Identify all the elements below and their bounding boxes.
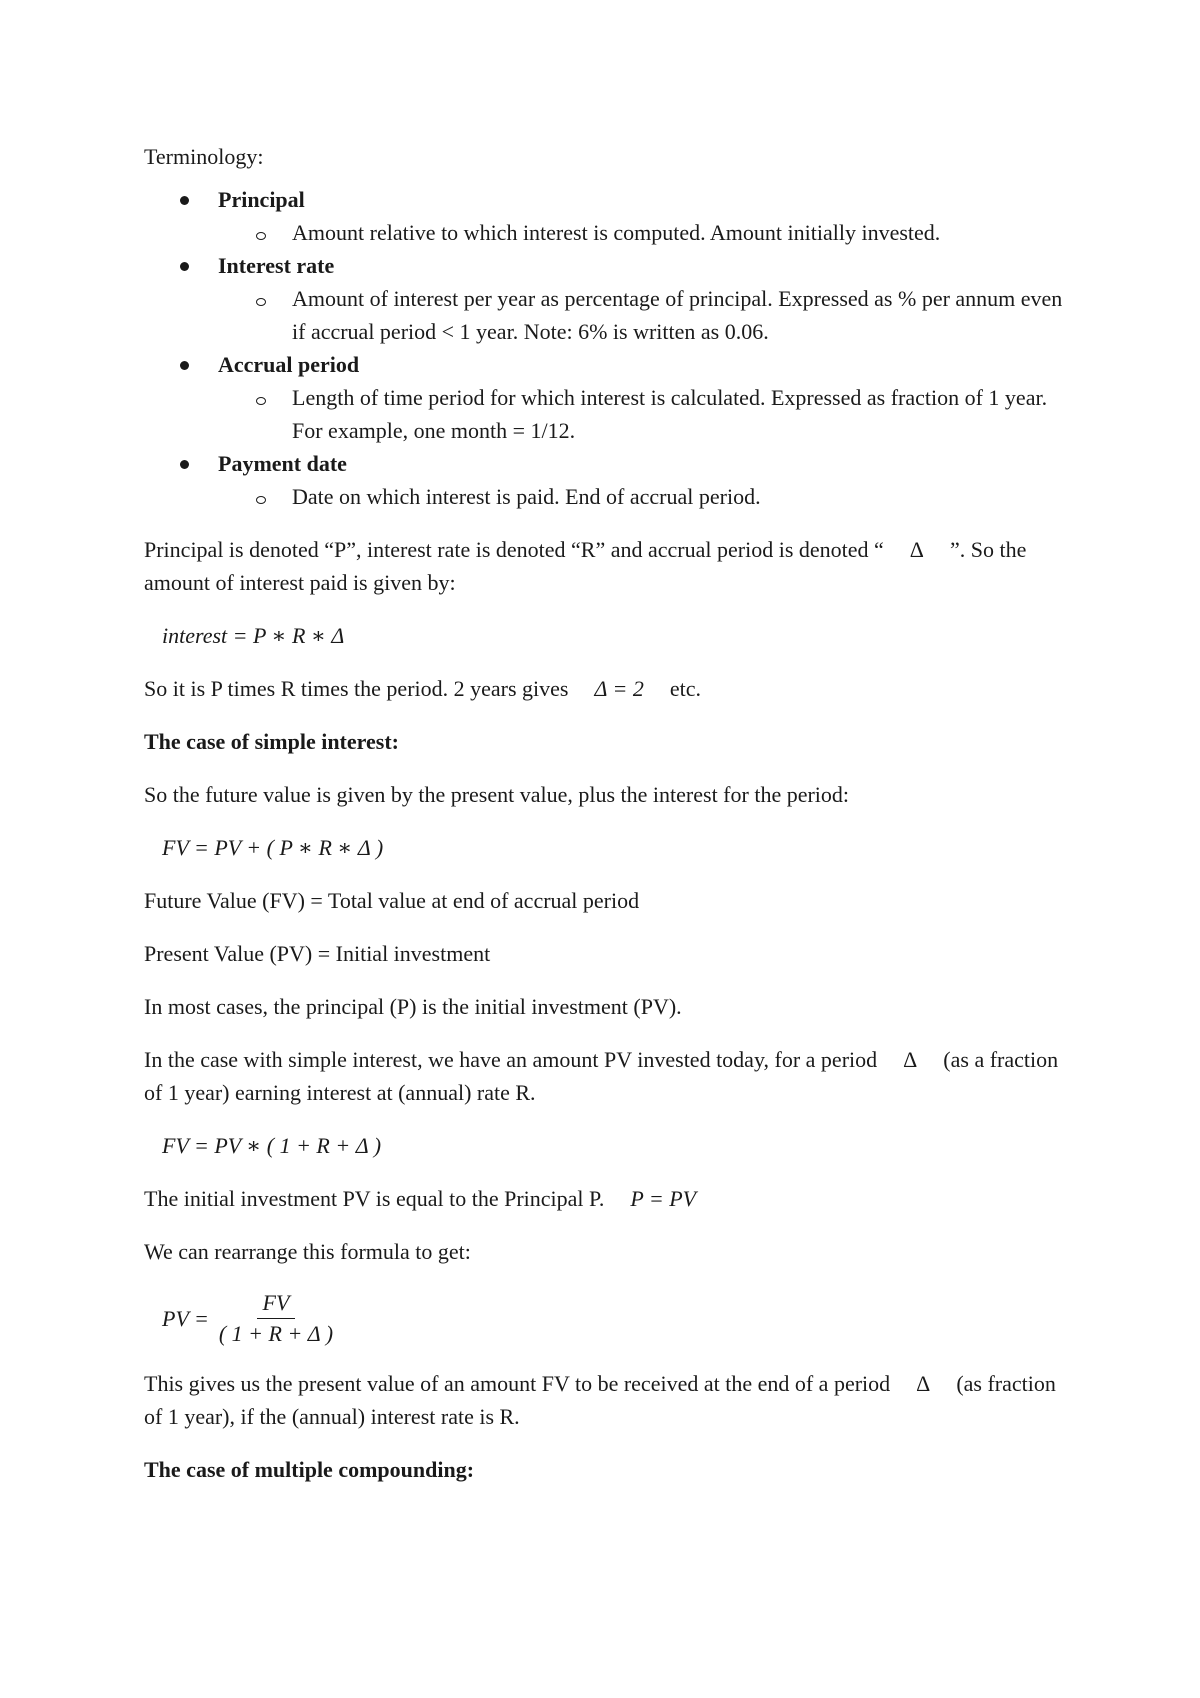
term-item-accrual-period — [144, 348, 1074, 447]
circle-bullet-icon — [256, 496, 266, 504]
future-value-paragraph: So the future value is given by the present value, plus the interest for the period: — [144, 782, 850, 807]
inline-math-p-pv: P = PV — [630, 1186, 697, 1211]
term-description — [218, 216, 1074, 249]
most-cases-paragraph: In most cases, the principal (P) is the initial investment (PV). — [144, 994, 682, 1019]
terminology-list — [144, 183, 1074, 513]
fraction — [213, 1288, 339, 1349]
pv-definition: Present Value (PV) = Initial investment — [144, 941, 491, 966]
term-name: Accrual period — [218, 352, 360, 377]
term-description — [218, 381, 1074, 447]
term-item-interest-rate — [144, 249, 1074, 348]
circle-bullet-icon — [256, 232, 266, 240]
gives-text-before: This gives us the present value of an amount FV to be received at the end of a period — [144, 1371, 891, 1396]
simple-text-before: In the case with simple interest, we have an amount PV invested today, for a period — [144, 1047, 878, 1072]
bullet-icon — [180, 460, 189, 469]
bullet-icon — [180, 262, 189, 271]
term-name: Interest rate — [218, 253, 335, 278]
rearrange-paragraph: We can rearrange this formula to get: — [144, 1239, 471, 1264]
times-text-after: etc. — [669, 676, 702, 701]
notation-text-before: Principal is denoted “P”, interest rate is denoted “R” and accrual period is denoted “ — [144, 537, 884, 562]
equation-pv-fraction — [144, 1288, 1074, 1349]
times-paragraph — [144, 672, 1074, 705]
term-description — [218, 480, 1074, 513]
equation-fv-simple: FV = PV + ( P ∗ R ∗ Δ ) — [162, 835, 384, 860]
notation-paragraph — [144, 533, 1074, 599]
document-page — [144, 140, 1074, 1506]
simple-interest-paragraph — [144, 1043, 1074, 1109]
equation-lhs: PV = — [162, 1306, 209, 1331]
term-sublist — [218, 480, 1074, 513]
fraction-numerator: FV — [257, 1288, 296, 1319]
term-description-text: Date on which interest is paid. End of accrual period. — [292, 484, 761, 509]
bullet-icon — [180, 196, 189, 205]
initial-investment-paragraph — [144, 1182, 1074, 1215]
gives-text-after: (as fraction of 1 year), if the (annual) interest rate is R. — [144, 1371, 1056, 1429]
term-description-text: Amount of interest per year as percentage of principal. Expressed as % per annum even if accrual period < 1 year. Note: 6% is written as 0.06. — [292, 286, 1063, 344]
notation-text-after: ”. So the amount of interest paid is given by: — [144, 537, 1027, 595]
simple-text-after: (as a fraction of 1 year) earning interest at (annual) rate R. — [144, 1047, 1059, 1105]
term-sublist — [218, 381, 1074, 447]
times-text-before: So it is P times R times the period. 2 years gives — [144, 676, 569, 701]
circle-bullet-icon — [256, 298, 266, 306]
delta-symbol: Δ — [916, 1371, 931, 1396]
inline-math-delta: Δ = 2 — [594, 676, 644, 701]
present-value-paragraph — [144, 1367, 1074, 1433]
term-name: Payment date — [218, 451, 347, 476]
term-sublist — [218, 282, 1074, 348]
term-item-principal — [144, 183, 1074, 249]
term-sublist — [218, 216, 1074, 249]
circle-bullet-icon — [256, 397, 266, 405]
equation-fv-product: FV = PV ∗ ( 1 + R + Δ ) — [162, 1133, 382, 1158]
fv-definition: Future Value (FV) = Total value at end of accrual period — [144, 888, 640, 913]
term-description-text: Amount relative to which interest is computed. Amount initially invested. — [292, 220, 941, 245]
term-description — [218, 282, 1074, 348]
delta-symbol: Δ — [903, 1047, 918, 1072]
term-name: Principal — [218, 187, 305, 212]
bullet-icon — [180, 361, 189, 370]
delta-symbol: Δ — [909, 537, 924, 562]
heading-simple-interest: The case of simple interest: — [144, 729, 399, 754]
term-description-text: Length of time period for which interest is calculated. Expressed as fraction of 1 year. For example, one month = 1/12. — [292, 385, 1048, 443]
equation-interest: interest = P ∗ R ∗ Δ — [162, 623, 345, 648]
initial-text: The initial investment PV is equal to the Principal P. — [144, 1186, 605, 1211]
fraction-denominator: ( 1 + R + Δ ) — [218, 1321, 334, 1346]
term-item-payment-date — [144, 447, 1074, 513]
heading-multiple-compounding: The case of multiple compounding: — [144, 1457, 475, 1482]
terminology-label: Terminology: — [144, 144, 264, 169]
